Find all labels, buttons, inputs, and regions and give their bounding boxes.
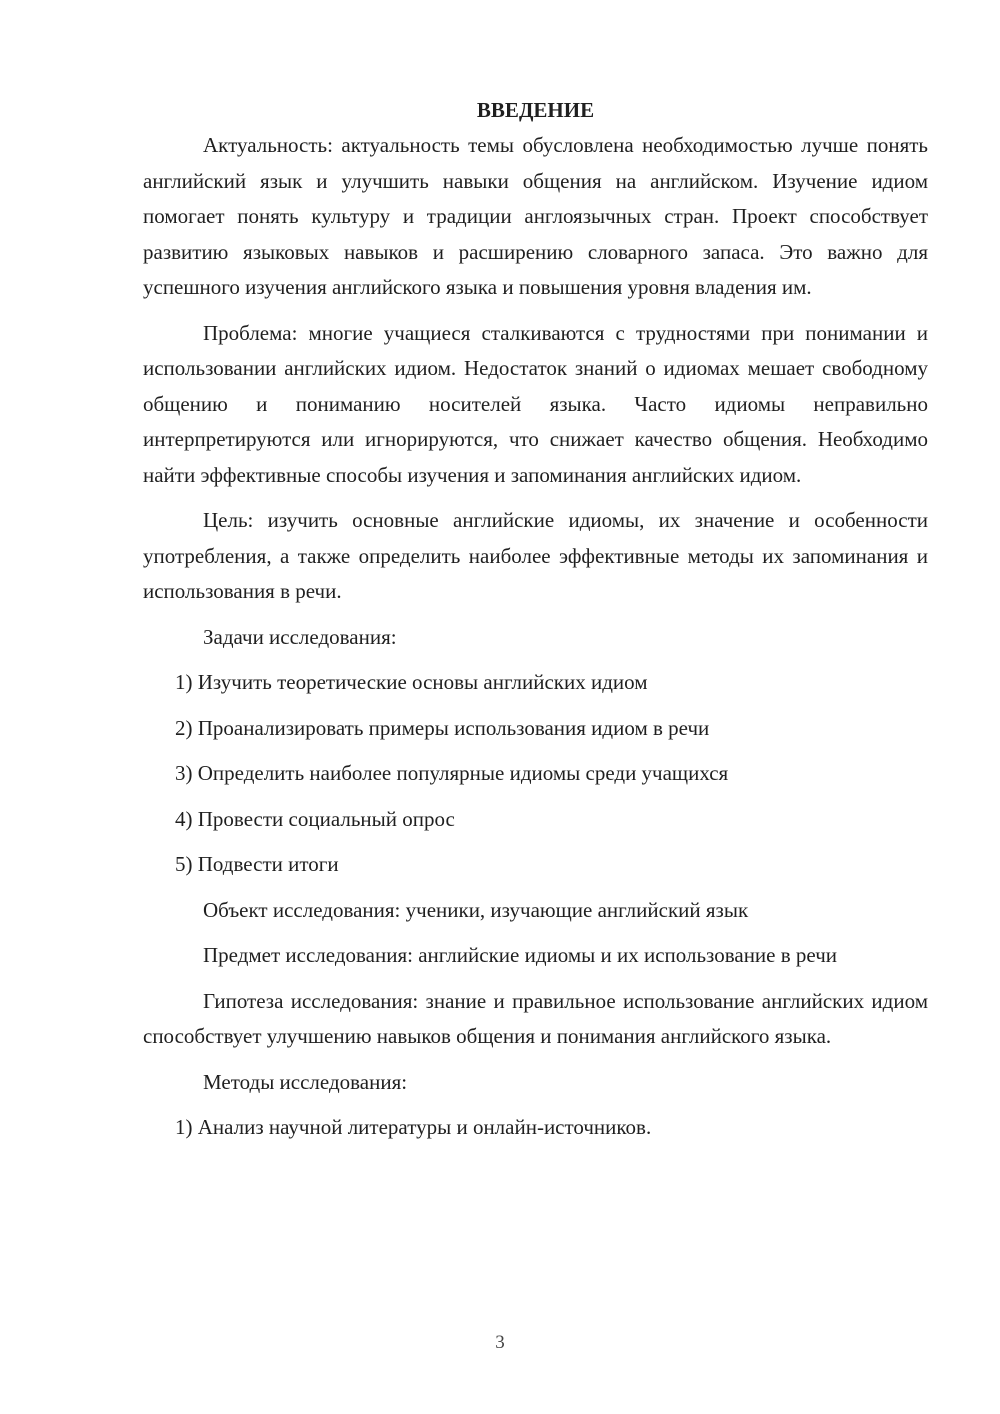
document-page xyxy=(143,92,928,1146)
task-item: 3) Определить наиболее популярные идиомы среди учащихся xyxy=(175,761,729,785)
methods-heading: Методы исследования: xyxy=(203,1069,408,1094)
task-item: 4) Провести социальный опрос xyxy=(175,806,455,831)
section-title: ВВЕДЕНИЕ xyxy=(476,98,595,122)
goal-paragraph: Цель: изучить основные английские идиомы, их значение и особенности употребления, а также определить наиболее эффективные методы их запоминания и использования в речи. xyxy=(143,508,928,603)
method-item: 1) Анализ научной литературы и онлайн-источников. xyxy=(175,1115,652,1139)
subject-paragraph: Предмет исследования: английские идиомы и их использование в речи xyxy=(203,943,837,967)
relevance-paragraph: Актуальность: актуальность темы обусловлена необходимостью лучше понять английский язык и улучшить навыки общения на английском. Изучение идиом помогает понять культуру и традиции англоязычных стран. Проект способствует развитию языковых навыков и расширению словарного запаса. Это важно для успешного изучения английского языка и повышения уровня владения им. xyxy=(143,133,928,299)
object-line: Объект исследования: ученики, изучающие английский язык xyxy=(203,897,749,922)
page-number: 3 xyxy=(495,1332,505,1353)
task-item: 5) Подвести итоги xyxy=(175,852,339,876)
task-item: 1) Изучить теоретические основы английских идиом xyxy=(175,670,648,694)
hypothesis-paragraph: Гипотеза исследования: знание и правильное использование английских идиом способствует улучшению навыков общения и понимания английского языка. xyxy=(143,988,928,1048)
problem-paragraph: Проблема: многие учащиеся сталкиваются с трудностями при понимании и использовании английских идиом. Недостаток знаний о идиомах мешает свободному общению и пониманию носителей языка. Часто идиомы неправильно интерпретируются или игнорируются, что снижает качество общения. Необходимо найти эффективные способы изучения и запоминания английских идиом. xyxy=(143,320,928,487)
task-item: 2) Проанализировать примеры использования идиом в речи xyxy=(175,715,710,740)
tasks-heading: Задачи исследования: xyxy=(203,624,397,649)
